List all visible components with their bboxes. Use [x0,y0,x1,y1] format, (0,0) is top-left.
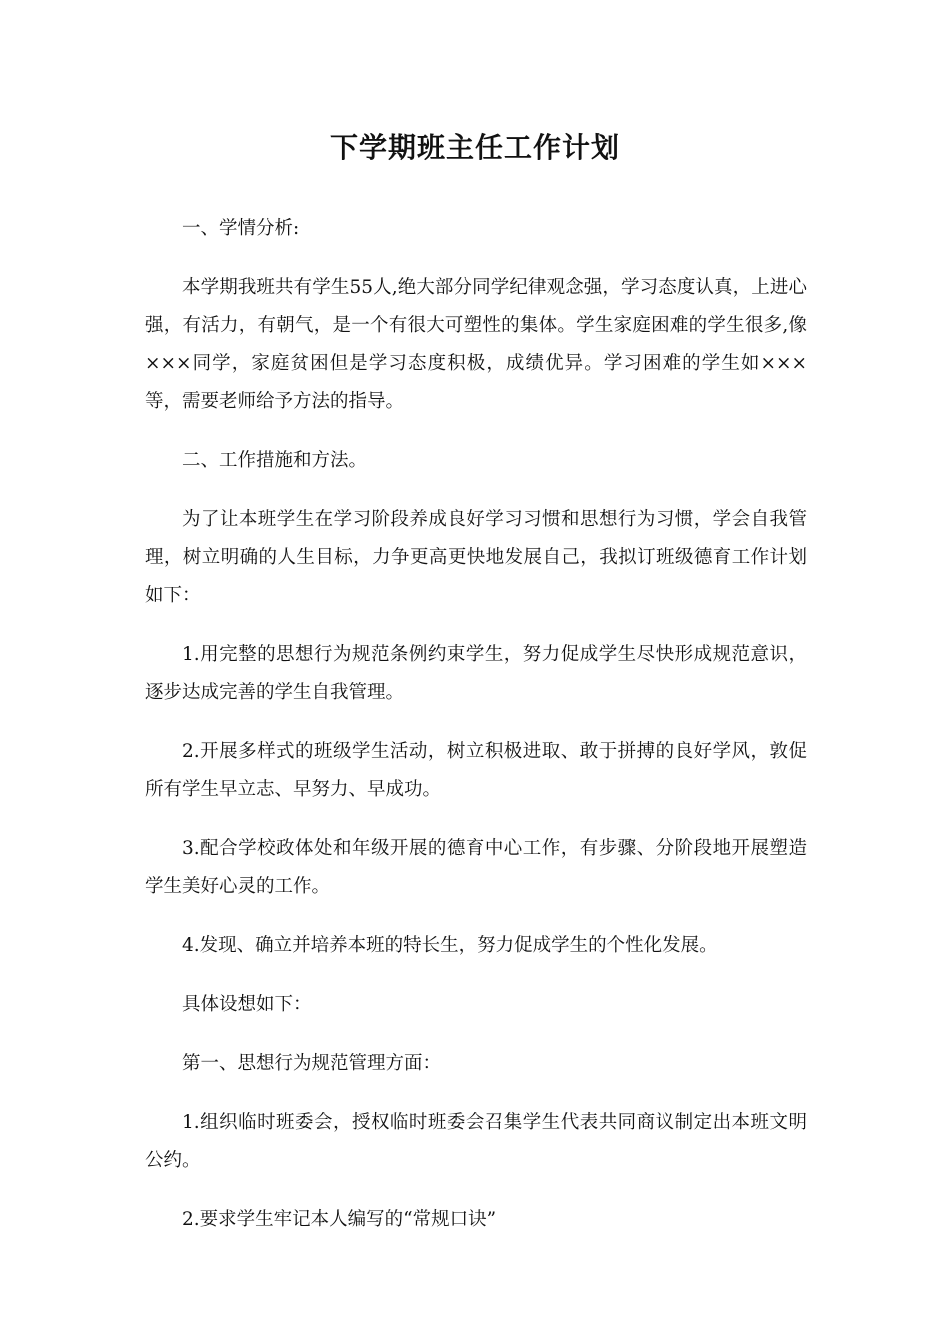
section-heading-measures: 二、工作措施和方法。 [182,450,368,471]
document-body [145,210,807,1239]
list-item-measure-2: 2.开展多样式的班级学生活动，树立积极进取、敢于拼搏的良好学风，敦促所有学生早立志、早努力、早成功。 [145,741,807,800]
list-item-measure-3: 3.配合学校政体处和年级开展的德育中心工作，有步骤、分阶段地开展塑造学生美好心灵的工作。 [145,838,807,897]
paragraph-plan-intro: 具体设想如下： [182,994,312,1015]
document-title: 下学期班主任工作计划 [329,131,620,164]
list-item-conduct-2: 2.要求学生牢记本人编写的“常规口诀” [182,1209,497,1230]
list-item-measure-1: 1.用完整的思想行为规范条例约束学生，努力促成学生尽快形成规范意识，逐步达成完善的学生自我管理。 [145,644,807,703]
subsection-heading-conduct: 第一、思想行为规范管理方面： [182,1053,442,1074]
paragraph-class-analysis: 本学期我班共有学生55人,绝大部分同学纪律观念强，学习态度认真，上进心强，有活力，有朝气，是一个有很大可塑性的集体。学生家庭困难的学生很多,像×××同学，家庭贫困但是学习态度积极，成绩优异。学习困难的学生如×××等，需要老师给予方法的指导。 [145,277,807,412]
list-item-conduct-1: 1.组织临时班委会，授权临时班委会召集学生代表共同商议制定出本班文明公约。 [145,1112,807,1171]
section-heading-analysis: 一、学情分析: [182,218,300,239]
paragraph-measures-intro: 为了让本班学生在学习阶段养成良好学习习惯和思想行为习惯，学会自我管理，树立明确的人生目标，力争更高更快地发展自己，我拟订班级德育工作计划如下： [145,509,807,606]
list-item-measure-4: 4.发现、确立并培养本班的特长生，努力促成学生的个性化发展。 [182,935,718,956]
